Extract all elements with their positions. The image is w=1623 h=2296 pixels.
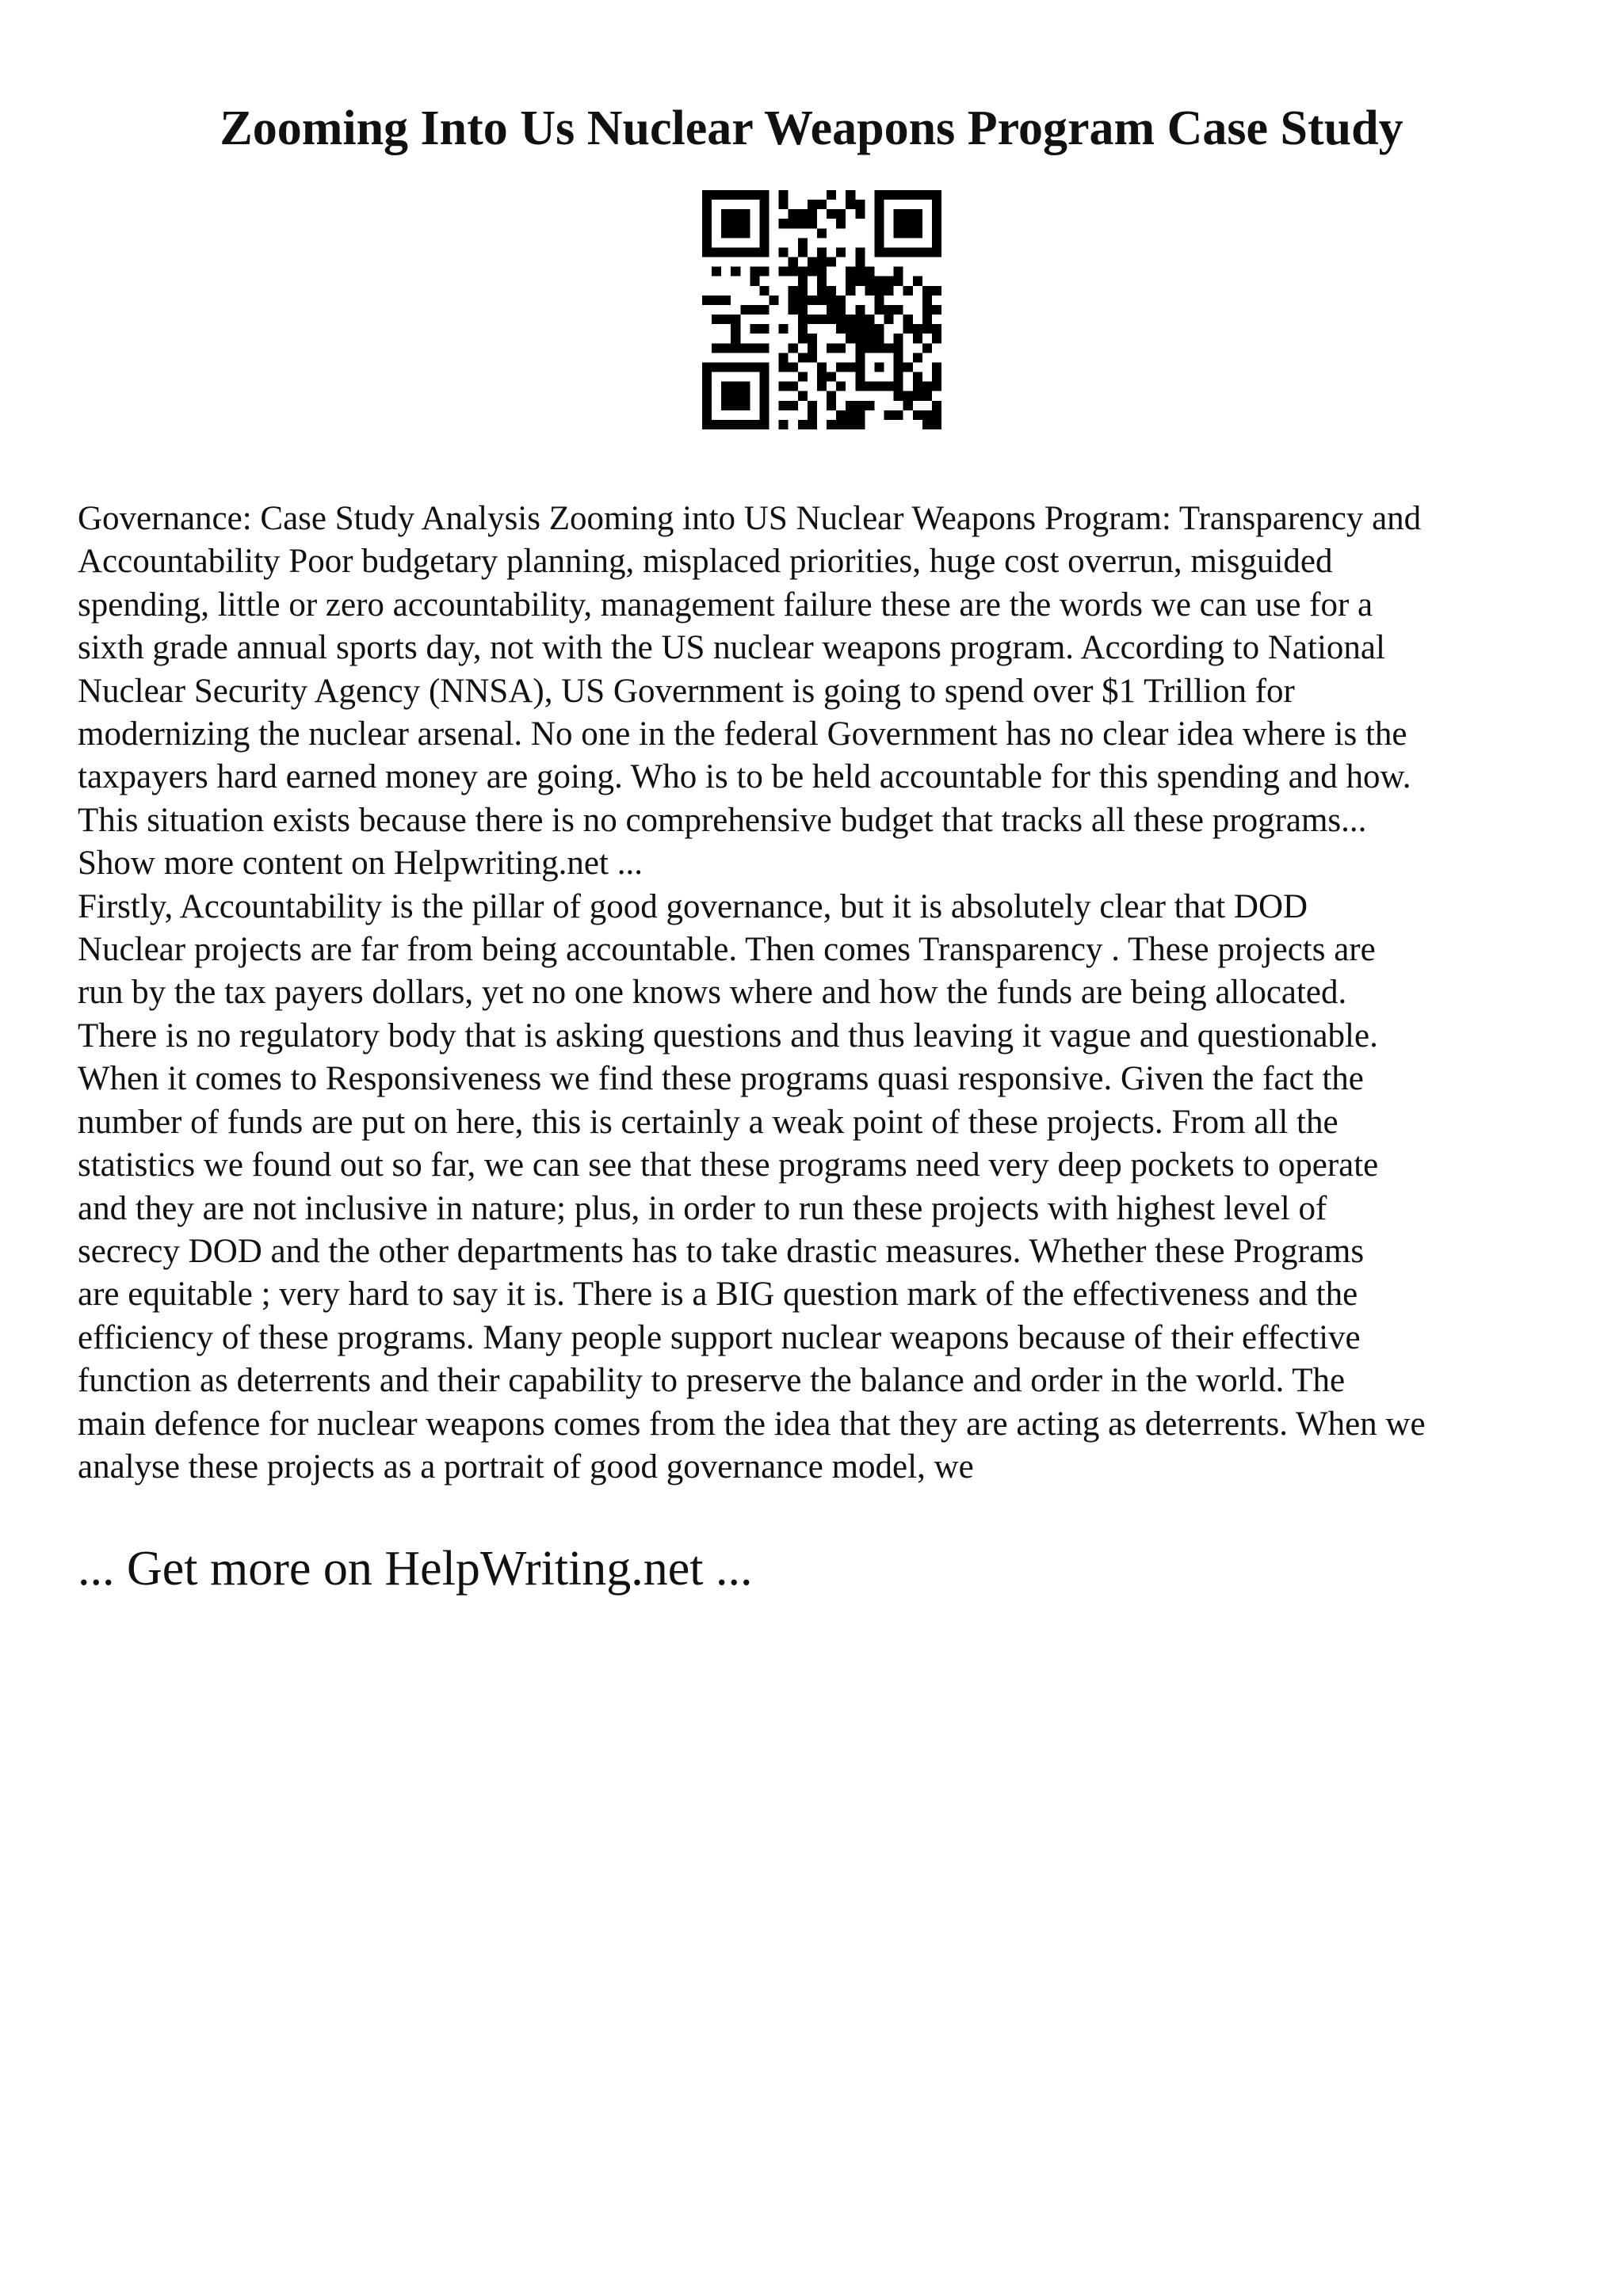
body-line: Accountability Poor budgetary planning, misplaced priorities, huge cost overrun, misguided: [78, 543, 1333, 581]
body-line: Governance: Case Study Analysis Zooming into US Nuclear Weapons Program: Transparency and: [78, 500, 1422, 537]
document-body: [78, 498, 1560, 1489]
body-line: analyse these projects as a portrait of good governance model, we: [78, 1447, 974, 1486]
body-line: efficiency of these programs. Many people support nuclear weapons because of their effective: [78, 1318, 1361, 1356]
body-line: and they are not inclusive in nature; plus, in order to run these projects with highest level of: [78, 1189, 1327, 1227]
get-more-link[interactable]: ... Get more on HelpWriting.net ...: [78, 1542, 753, 1596]
body-line: number of funds are put on here, this is certainly a weak point of these projects. From all the: [78, 1103, 1338, 1141]
body-line: Nuclear Security Agency (NNSA), US Government is going to spend over $1 Trillion for: [78, 672, 1295, 710]
body-line: Nuclear projects are far from being accountable. Then comes Transparency . These projects are: [78, 931, 1376, 969]
body-line: taxpayers hard earned money are going. Who is to be held accountable for this spending and how.: [78, 758, 1411, 796]
body-line: statistics we found out so far, we can see that these programs need very deep pockets to operate: [78, 1146, 1379, 1184]
document-title: Zooming Into Us Nuclear Weapons Program Case Study: [220, 101, 1403, 155]
body-line: There is no regulatory body that is asking questions and thus leaving it vague and questionable.: [78, 1016, 1378, 1055]
body-line: spending, little or zero accountability, management failure these are the words we can use for a: [78, 585, 1373, 624]
body-line: This situation exists because there is no comprehensive budget that tracks all these programs...: [78, 801, 1367, 839]
show-more-link[interactable]: Show more content on Helpwriting.net ...: [78, 845, 643, 883]
body-line: sixth grade annual sports day, not with the US nuclear weapons program. According to National: [78, 629, 1385, 667]
body-line: Firstly, Accountability is the pillar of good governance, but it is absolutely clear that DOD: [78, 887, 1308, 925]
qr-code-graphic: [702, 190, 941, 429]
body-line: modernizing the nuclear arsenal. No one in the federal Government has no clear idea where is the: [78, 715, 1407, 753]
body-line: are equitable ; very hard to say it is. There is a BIG question mark of the effectiveness and the: [78, 1276, 1358, 1314]
body-line: main defence for nuclear weapons comes from the idea that they are acting as deterrents. When we: [78, 1405, 1426, 1443]
body-line: run by the tax payers dollars, yet no one knows where and how the funds are being allocated.: [78, 974, 1347, 1012]
body-line: function as deterrents and their capability to preserve the balance and order in the world. The: [78, 1362, 1346, 1400]
body-line: secrecy DOD and the other departments has to take drastic measures. Whether these Programs: [78, 1232, 1365, 1270]
body-line: When it comes to Responsiveness we find these programs quasi responsive. Given the fact the: [78, 1060, 1364, 1098]
qr-code-icon[interactable]: [702, 190, 941, 429]
